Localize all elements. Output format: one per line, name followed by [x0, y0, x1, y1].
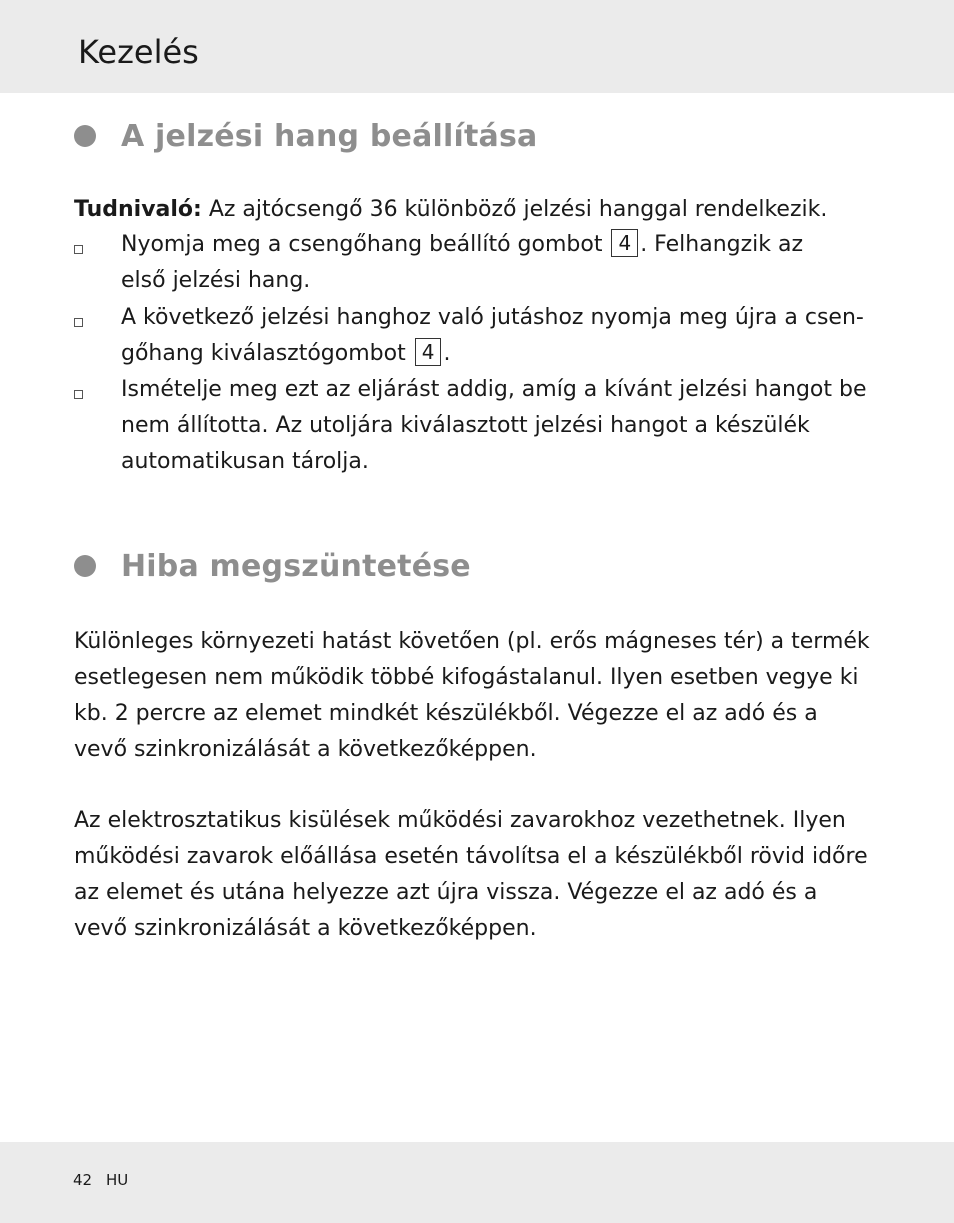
page-number: 42 [73, 1171, 93, 1189]
page-footer-band [0, 1142, 954, 1223]
note-line [74, 192, 827, 228]
page-header-band [0, 0, 954, 93]
paragraph-2-line-4: vevő szinkronizálását a következőképpen. [74, 916, 537, 941]
section-heading-text: A jelzési hang beállítása [121, 118, 538, 154]
section-heading-text: Hiba megszüntetése [121, 548, 471, 584]
note-text: Az ajtócsengő 36 különböző jelzési hanggal rendelkezik. [208, 197, 828, 222]
language-code: HU [106, 1171, 129, 1189]
paragraph-2-line-3: az elemet és utána helyezze azt újra vissza. Végezze el az adó és a [74, 880, 818, 905]
section-bullet-dot [74, 555, 96, 577]
paragraph-1-line-1: Különleges környezeti hatást követően (pl. erős mágneses tér) a termék [74, 629, 870, 654]
step-3-line-1: Ismételje meg ezt az eljárást addig, amíg a kívánt jelzési hangot be [121, 377, 867, 402]
section-heading-ring-tone [74, 116, 537, 156]
paragraph-1-line-2: esetlegesen nem működik többé kifogástalanul. Ilyen esetben vegye ki [74, 665, 859, 690]
paragraph-2-line-1: Az elektrosztatikus kisülések működési zavarokhoz vezethetnek. Ilyen [74, 808, 846, 833]
step-2-text-before: gőhang kiválasztógombot [121, 341, 406, 366]
step-1-line-2: első jelzési hang. [121, 268, 311, 293]
step-2-line-1: A következő jelzési hanghoz való jutáshoz nyomja meg újra a csen- [121, 305, 864, 330]
step-3-line-3: automatikusan tárolja. [121, 449, 369, 474]
button-reference-badge: 4 [611, 229, 638, 257]
section-heading-troubleshooting [74, 546, 471, 586]
paragraph-2-line-2: működési zavarok előállása esetén távolítsa el a készülékből rövid időre [74, 844, 868, 869]
step-checkbox-icon [74, 318, 83, 327]
note-label: Tudnivaló: [74, 197, 202, 222]
paragraph-1-line-4: vevő szinkronizálását a következőképpen. [74, 737, 537, 762]
page-title: Kezelés [78, 33, 199, 71]
step-1-text-before: Nyomja meg a csengőhang beállító gombot [121, 232, 603, 257]
step-3-line-2: nem állította. Az utoljára kiválasztott jelzési hangot a készülék [121, 413, 810, 438]
step-checkbox-icon [74, 245, 83, 254]
section-bullet-dot [74, 125, 96, 147]
step-2-text-after: . [443, 341, 451, 366]
step-2-line-2 [121, 336, 450, 372]
button-reference-badge: 4 [415, 338, 442, 366]
step-1-line-1 [121, 227, 803, 263]
paragraph-1-line-3: kb. 2 percre az elemet mindkét készülékből. Végezze el az adó és a [74, 701, 818, 726]
step-1-text-after: . Felhangzik az [640, 232, 804, 257]
step-checkbox-icon [74, 390, 83, 399]
